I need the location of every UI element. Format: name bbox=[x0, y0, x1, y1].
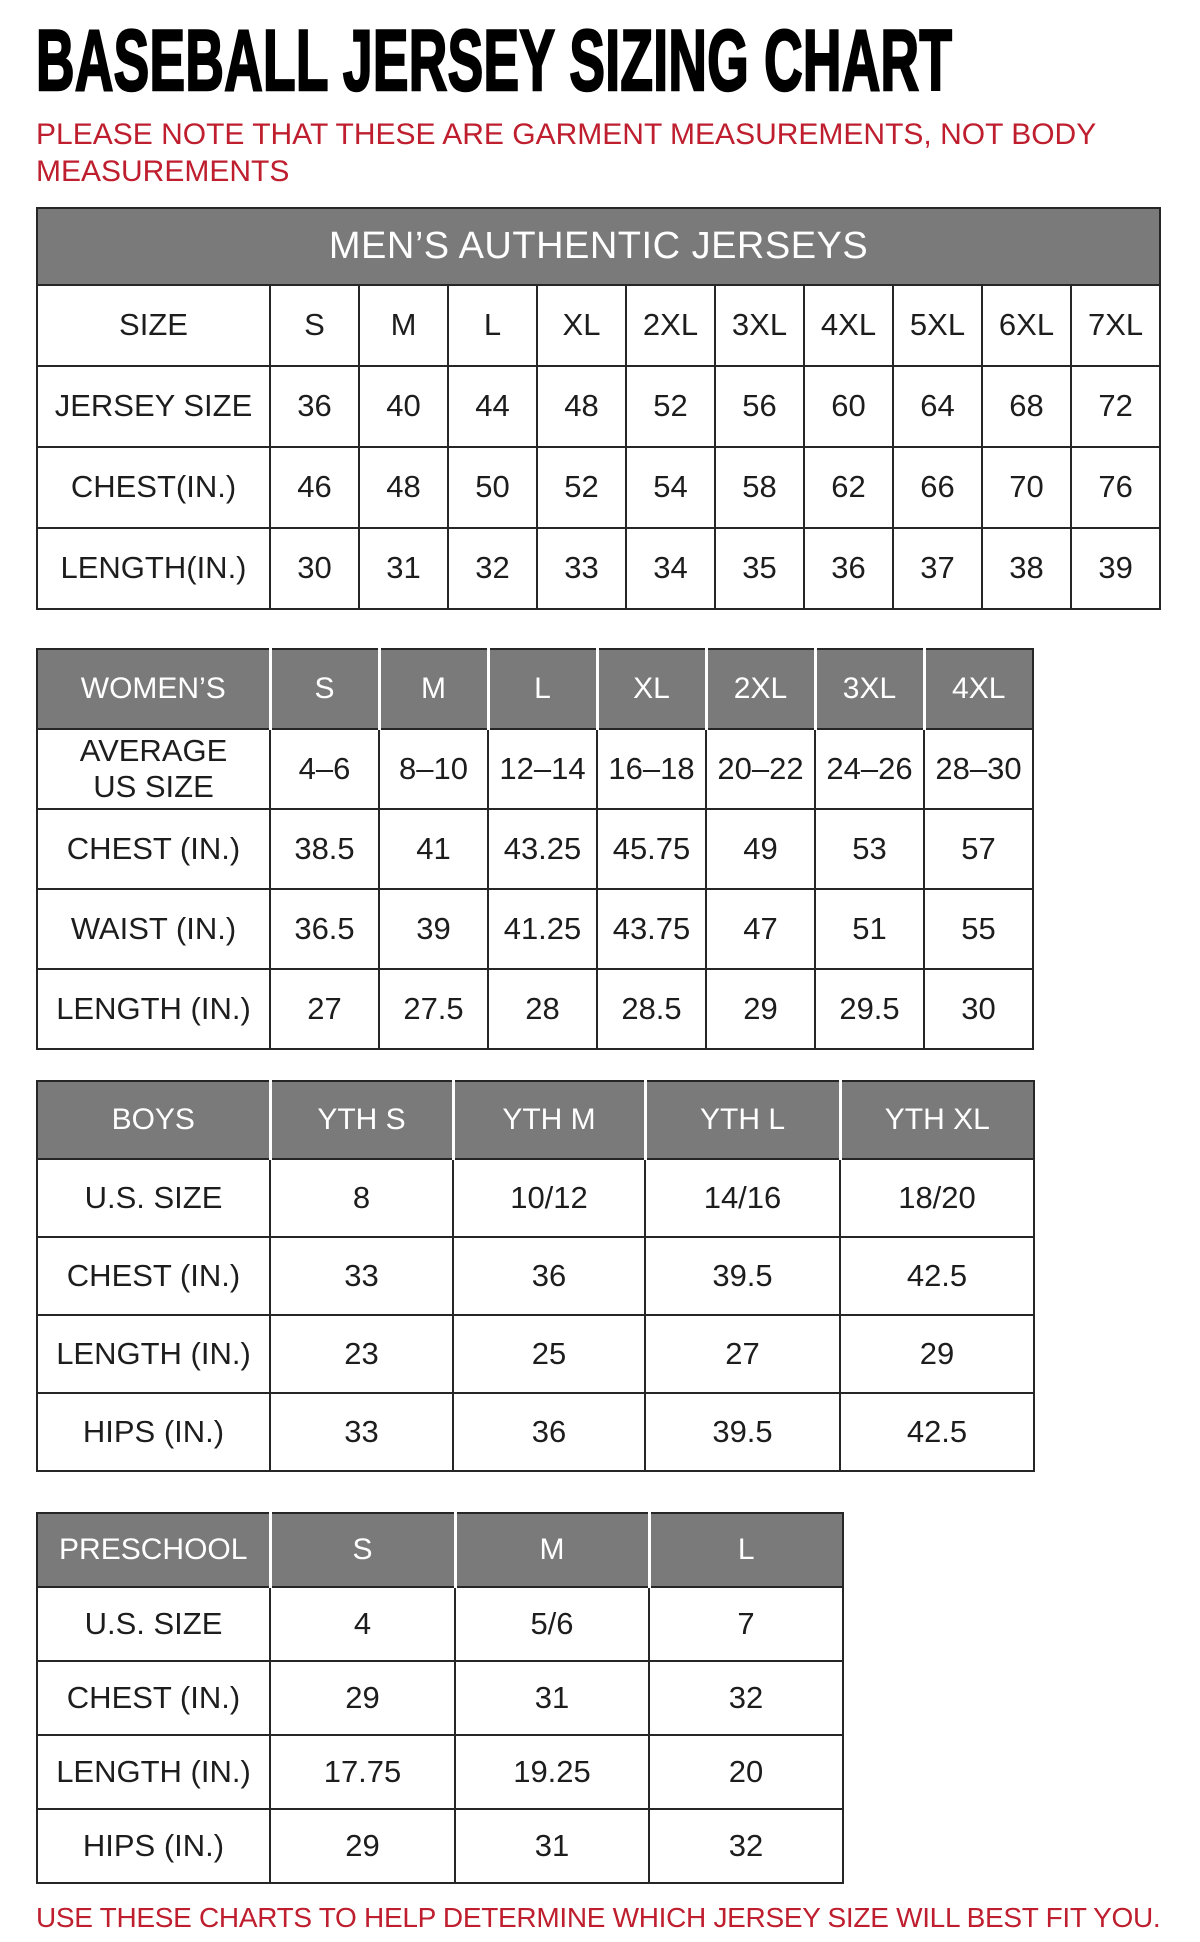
cell-value: 33 bbox=[270, 1237, 453, 1315]
column-header: YTH M bbox=[453, 1081, 645, 1159]
cell-value: 48 bbox=[537, 366, 626, 447]
cell-value: 36 bbox=[453, 1393, 645, 1471]
cell-value: 56 bbox=[715, 366, 804, 447]
cell-value: 4 bbox=[270, 1587, 455, 1661]
column-header: 4XL bbox=[924, 649, 1033, 729]
table-title-cell: PRESCHOOL bbox=[37, 1513, 270, 1587]
row-label: U.S. SIZE bbox=[37, 1159, 270, 1237]
preschool-sizing-table bbox=[36, 1512, 844, 1884]
table-header-row bbox=[37, 649, 1033, 729]
cell-value: 54 bbox=[626, 447, 715, 528]
cell-value: 32 bbox=[649, 1809, 843, 1883]
cell-value: 48 bbox=[359, 447, 448, 528]
cell-value: 8 bbox=[270, 1159, 453, 1237]
cell-value: M bbox=[359, 285, 448, 366]
cell-value: 28.5 bbox=[597, 969, 706, 1049]
mens-authentic-jerseys-table bbox=[36, 207, 1161, 610]
table-row bbox=[37, 1159, 1034, 1237]
cell-value: 31 bbox=[455, 1809, 649, 1883]
column-header: M bbox=[379, 649, 488, 729]
cell-value: 64 bbox=[893, 366, 982, 447]
cell-value: 36.5 bbox=[270, 889, 379, 969]
column-header: 2XL bbox=[706, 649, 815, 729]
table-row bbox=[37, 1237, 1034, 1315]
cell-value: 5XL bbox=[893, 285, 982, 366]
cell-value: 27 bbox=[270, 969, 379, 1049]
table-row bbox=[37, 1735, 843, 1809]
cell-value: 12–14 bbox=[488, 729, 597, 809]
cell-value: 28 bbox=[488, 969, 597, 1049]
page-title: BASEBALL JERSEY SIZING CHART bbox=[36, 13, 953, 109]
column-header: S bbox=[270, 649, 379, 729]
cell-value: 35 bbox=[715, 528, 804, 609]
table-title-cell: BOYS bbox=[37, 1081, 270, 1159]
cell-value: 51 bbox=[815, 889, 924, 969]
row-label: SIZE bbox=[37, 285, 270, 366]
cell-value: 4–6 bbox=[270, 729, 379, 809]
cell-value: 68 bbox=[982, 366, 1071, 447]
row-label: AVERAGE US SIZE bbox=[37, 729, 270, 809]
cell-value: 41 bbox=[379, 809, 488, 889]
cell-value: 29 bbox=[706, 969, 815, 1049]
table-row bbox=[37, 729, 1033, 809]
garment-measurement-note: PLEASE NOTE THAT THESE ARE GARMENT MEASUREMENTS, NOT BODY MEASUREMENTS bbox=[36, 118, 1097, 188]
cell-value: 30 bbox=[924, 969, 1033, 1049]
table-header bbox=[37, 1513, 843, 1587]
column-header: L bbox=[649, 1513, 843, 1587]
cell-value: 8–10 bbox=[379, 729, 488, 809]
table-row bbox=[37, 1587, 843, 1661]
cell-value: 49 bbox=[706, 809, 815, 889]
table-row bbox=[37, 809, 1033, 889]
cell-value: 60 bbox=[804, 366, 893, 447]
row-label: CHEST(IN.) bbox=[37, 447, 270, 528]
cell-value: 14/16 bbox=[645, 1159, 840, 1237]
womens-sizing-table bbox=[36, 648, 1034, 1050]
cell-value: 52 bbox=[626, 366, 715, 447]
row-label: HIPS (IN.) bbox=[37, 1393, 270, 1471]
cell-value: S bbox=[270, 285, 359, 366]
cell-value: 20 bbox=[649, 1735, 843, 1809]
table-body bbox=[37, 1587, 843, 1883]
cell-value: L bbox=[448, 285, 537, 366]
row-label: CHEST (IN.) bbox=[37, 1661, 270, 1735]
table-row bbox=[37, 1393, 1034, 1471]
column-header: YTH XL bbox=[840, 1081, 1034, 1159]
row-label: LENGTH (IN.) bbox=[37, 1735, 270, 1809]
cell-value: 7 bbox=[649, 1587, 843, 1661]
cell-value: 39.5 bbox=[645, 1393, 840, 1471]
cell-value: 27.5 bbox=[379, 969, 488, 1049]
row-label: CHEST (IN.) bbox=[37, 809, 270, 889]
column-header: YTH L bbox=[645, 1081, 840, 1159]
column-header: M bbox=[455, 1513, 649, 1587]
table-body bbox=[37, 1159, 1034, 1471]
cell-value: 53 bbox=[815, 809, 924, 889]
column-header: 3XL bbox=[815, 649, 924, 729]
cell-value: 47 bbox=[706, 889, 815, 969]
row-label: WAIST (IN.) bbox=[37, 889, 270, 969]
table-row bbox=[37, 447, 1160, 528]
row-label: U.S. SIZE bbox=[37, 1587, 270, 1661]
column-header: XL bbox=[597, 649, 706, 729]
table-body bbox=[37, 729, 1033, 1049]
cell-value: 50 bbox=[448, 447, 537, 528]
row-label: JERSEY SIZE bbox=[37, 366, 270, 447]
cell-value: 55 bbox=[924, 889, 1033, 969]
cell-value: 43.75 bbox=[597, 889, 706, 969]
row-label: LENGTH (IN.) bbox=[37, 969, 270, 1049]
cell-value: 46 bbox=[270, 447, 359, 528]
cell-value: 20–22 bbox=[706, 729, 815, 809]
cell-value: 29 bbox=[840, 1315, 1034, 1393]
cell-value: 45.75 bbox=[597, 809, 706, 889]
cell-value: 42.5 bbox=[840, 1393, 1034, 1471]
cell-value: 72 bbox=[1071, 366, 1160, 447]
cell-value: 40 bbox=[359, 366, 448, 447]
table-row bbox=[37, 1315, 1034, 1393]
table-header-row bbox=[37, 1513, 843, 1587]
cell-value: 33 bbox=[270, 1393, 453, 1471]
fit-advice-footer: USE THESE CHARTS TO HELP DETERMINE WHICH JERSEY SIZE WILL BEST FIT YOU. bbox=[36, 1901, 1161, 1933]
cell-value: 44 bbox=[448, 366, 537, 447]
table-row bbox=[37, 1809, 843, 1883]
cell-value: 17.75 bbox=[270, 1735, 455, 1809]
cell-value: 7XL bbox=[1071, 285, 1160, 366]
row-label: LENGTH(IN.) bbox=[37, 528, 270, 609]
cell-value: 32 bbox=[649, 1661, 843, 1735]
table-header bbox=[37, 649, 1033, 729]
column-header: L bbox=[488, 649, 597, 729]
cell-value: 36 bbox=[270, 366, 359, 447]
cell-value: 5/6 bbox=[455, 1587, 649, 1661]
cell-value: 4XL bbox=[804, 285, 893, 366]
cell-value: 66 bbox=[893, 447, 982, 528]
cell-value: 29.5 bbox=[815, 969, 924, 1049]
cell-value: 34 bbox=[626, 528, 715, 609]
table-row bbox=[37, 889, 1033, 969]
table-row bbox=[37, 969, 1033, 1049]
cell-value: 43.25 bbox=[488, 809, 597, 889]
cell-value: 32 bbox=[448, 528, 537, 609]
cell-value: XL bbox=[537, 285, 626, 366]
cell-value: 33 bbox=[537, 528, 626, 609]
cell-value: 10/12 bbox=[453, 1159, 645, 1237]
cell-value: 29 bbox=[270, 1661, 455, 1735]
cell-value: 24–26 bbox=[815, 729, 924, 809]
table-body bbox=[37, 285, 1160, 609]
cell-value: 36 bbox=[453, 1237, 645, 1315]
cell-value: 62 bbox=[804, 447, 893, 528]
cell-value: 39 bbox=[1071, 528, 1160, 609]
cell-value: 29 bbox=[270, 1809, 455, 1883]
cell-value: 41.25 bbox=[488, 889, 597, 969]
table-row bbox=[37, 366, 1160, 447]
row-label: CHEST (IN.) bbox=[37, 1237, 270, 1315]
cell-value: 18/20 bbox=[840, 1159, 1034, 1237]
row-label: LENGTH (IN.) bbox=[37, 1315, 270, 1393]
cell-value: 23 bbox=[270, 1315, 453, 1393]
cell-value: 27 bbox=[645, 1315, 840, 1393]
table-banner-row bbox=[37, 208, 1160, 285]
cell-value: 25 bbox=[453, 1315, 645, 1393]
cell-value: 30 bbox=[270, 528, 359, 609]
cell-value: 6XL bbox=[982, 285, 1071, 366]
cell-value: 19.25 bbox=[455, 1735, 649, 1809]
column-header: YTH S bbox=[270, 1081, 453, 1159]
boys-sizing-table bbox=[36, 1080, 1035, 1472]
cell-value: 39.5 bbox=[645, 1237, 840, 1315]
cell-value: 38.5 bbox=[270, 809, 379, 889]
table-title-cell: WOMEN’S bbox=[37, 649, 270, 729]
table-row bbox=[37, 1661, 843, 1735]
row-label: HIPS (IN.) bbox=[37, 1809, 270, 1883]
cell-value: 31 bbox=[455, 1661, 649, 1735]
cell-value: 52 bbox=[537, 447, 626, 528]
table-row bbox=[37, 528, 1160, 609]
table-row bbox=[37, 285, 1160, 366]
cell-value: 38 bbox=[982, 528, 1071, 609]
cell-value: 2XL bbox=[626, 285, 715, 366]
mens-table-banner: MEN’S AUTHENTIC JERSEYS bbox=[37, 208, 1160, 285]
column-header: S bbox=[270, 1513, 455, 1587]
cell-value: 39 bbox=[379, 889, 488, 969]
cell-value: 36 bbox=[804, 528, 893, 609]
table-header-row bbox=[37, 1081, 1034, 1159]
cell-value: 70 bbox=[982, 447, 1071, 528]
cell-value: 57 bbox=[924, 809, 1033, 889]
cell-value: 76 bbox=[1071, 447, 1160, 528]
cell-value: 28–30 bbox=[924, 729, 1033, 809]
cell-value: 3XL bbox=[715, 285, 804, 366]
cell-value: 37 bbox=[893, 528, 982, 609]
cell-value: 42.5 bbox=[840, 1237, 1034, 1315]
cell-value: 58 bbox=[715, 447, 804, 528]
cell-value: 16–18 bbox=[597, 729, 706, 809]
cell-value: 31 bbox=[359, 528, 448, 609]
table-header bbox=[37, 1081, 1034, 1159]
